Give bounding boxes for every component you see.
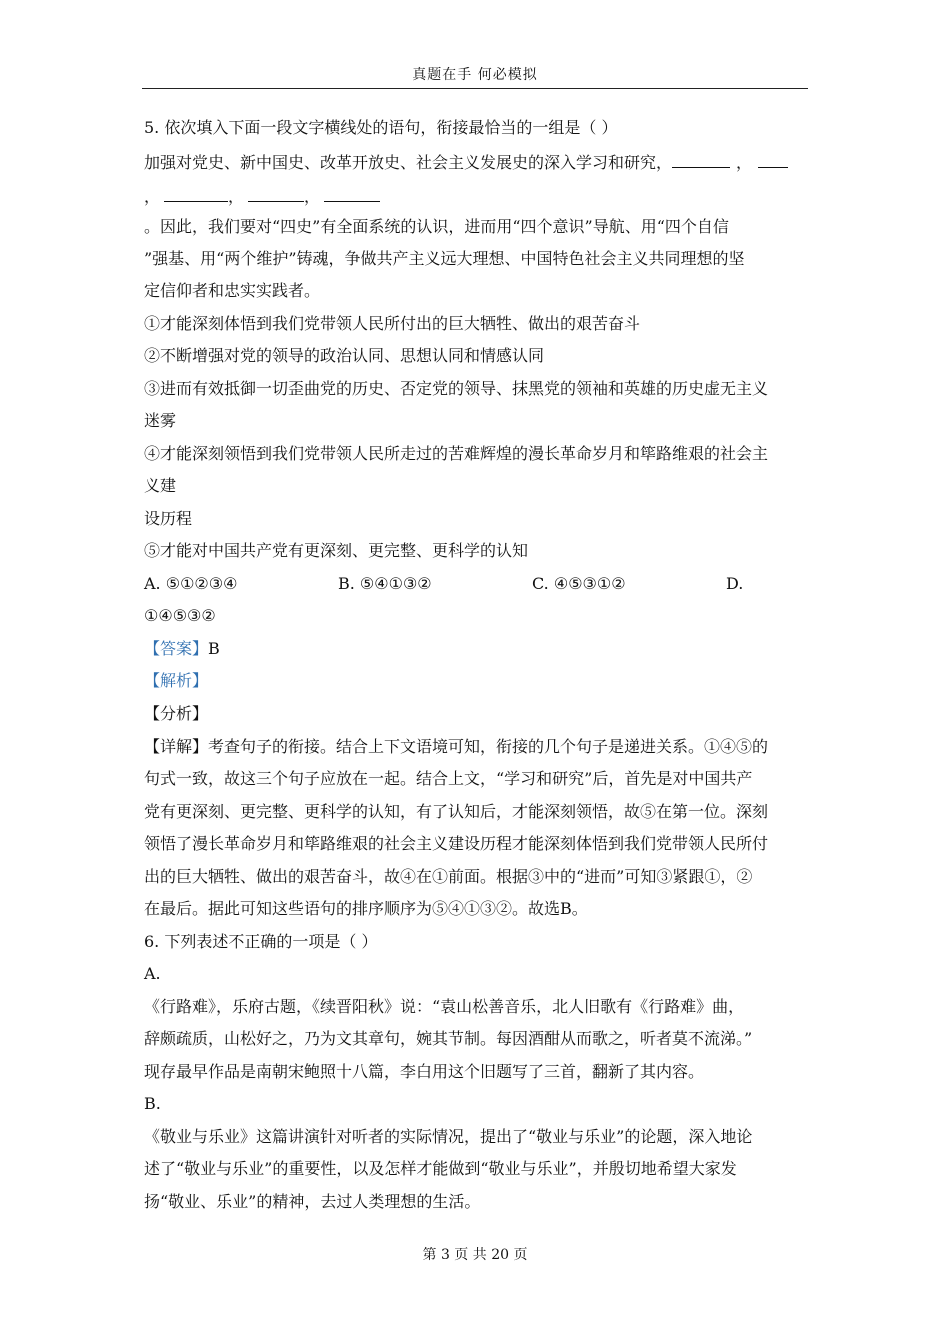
fenxi-tag: 【分析】	[144, 704, 209, 723]
detail-line-5: 出的巨大牺牲、做出的艰苦奋斗，故④在①前面。根据③中的“进而”可知③紧跟①，②	[144, 867, 753, 886]
q6-option-b-line2: 述了“敬业与乐业”的重要性，以及怎样才能做到“敬业与乐业”，并殷切地希望大家发	[144, 1159, 737, 1178]
fill-blank-5	[324, 185, 380, 202]
q5-item-2: ②不断增强对党的领导的政治认同、思想认同和情感认同	[144, 346, 545, 365]
fill-blank-4	[248, 185, 304, 202]
q6-option-b-line3: 扬“敬业、乐业”的精神，去过人类理想的生活。	[144, 1192, 481, 1211]
comma: ，	[736, 153, 753, 172]
q5-stem: 5. 依次填入下面一段文字横线处的语句，衔接最恰当的一组是（ ）	[144, 118, 618, 137]
q5-item-3-cont: 迷雾	[144, 411, 177, 430]
analysis-tag: 【解析】	[144, 671, 209, 690]
q5-item-4: ④才能深刻领悟到我们党带领人民所走过的苦难辉煌的漫长革命岁月和筚路维艰的社会主	[144, 444, 769, 463]
q5-option-d-label: D.	[726, 574, 744, 593]
header-rule	[142, 88, 808, 89]
q6-option-a-label: A.	[144, 964, 161, 983]
answer-line	[144, 639, 220, 659]
fill-blank-3	[164, 185, 228, 202]
q5-item-1: ①才能深刻体悟到我们党带领人民所付出的巨大牺牲、做出的艰苦奋斗	[144, 314, 641, 333]
q6-option-a-line3: 现存最早作品是南朝宋鲍照十八篇，李白用这个旧题写了三首，翻新了其内容。	[144, 1062, 705, 1081]
q5-passage-line3: 。因此，我们要对“四史”有全面系统的认识，进而用“四个意识”导航、用“四个自信	[144, 217, 729, 236]
q6-option-b-label: B.	[144, 1094, 161, 1113]
page-header: 真题在手 何必模拟	[412, 67, 538, 83]
q5-option-d: ①④⑤③②	[144, 606, 216, 625]
q6-option-a-line1: 《行路难》，乐府古题，《续晋阳秋》说：“袁山松善音乐，北人旧歌有《行路难》曲，	[144, 997, 745, 1016]
fill-blank-1	[672, 151, 730, 168]
detail-line-2: 句式一致，故这三个句子应放在一起。结合上文，“学习和研究”后，首先是对中国共产	[144, 769, 753, 788]
q6-stem: 6. 下列表述不正确的一项是（ ）	[144, 932, 378, 951]
answer-tag: 【答案】	[144, 639, 209, 658]
page-footer: 第 3 页 共 20 页	[422, 1247, 528, 1263]
answer-value: B	[208, 639, 220, 658]
q5-passage-line5: 定信仰者和忠实实践者。	[144, 281, 321, 300]
q5-passage-line1	[144, 151, 788, 173]
q5-blanks-line	[144, 185, 380, 207]
detail-line-1	[144, 737, 768, 757]
q5-option-a: A. ⑤①②③④	[144, 574, 238, 593]
q5-item-3: ③进而有效抵御一切歪曲党的历史、否定党的领导、抹黑党的领袖和英雄的历史虚无主义	[144, 379, 769, 398]
comma: ，	[144, 187, 161, 206]
q6-option-b-line1: 《敬业与乐业》这篇讲演针对听者的实际情况，提出了“敬业与乐业”的论题，深入地论	[144, 1127, 753, 1146]
q5-passage-text: 加强对党史、新中国史、改革开放史、社会主义发展史的深入学习和研究，	[144, 153, 673, 172]
detail-tag: 【详解】	[144, 737, 209, 756]
detail-line-6: 在最后。据此可知这些语句的排序顺序为⑤④①③②。故选B。	[144, 899, 588, 918]
q5-item-4-cont2: 设历程	[144, 509, 193, 528]
detail-text: 考查句子的衔接。结合上下文语境可知，衔接的几个句子是递进关系。①④⑤的	[208, 737, 769, 756]
comma: ，	[304, 187, 321, 206]
comma: ，	[228, 187, 245, 206]
q5-item-4-cont: 义建	[144, 476, 177, 495]
detail-line-3: 党有更深刻、更完整、更科学的认知，有了认知后，才能深刻领悟，故⑤在第一位。深刻	[144, 802, 769, 821]
q5-item-5: ⑤才能对中国共产党有更深刻、更完整、更科学的认知	[144, 541, 529, 560]
q5-option-b: B. ⑤④①③②	[338, 574, 432, 593]
q5-passage-line4: ”强基、用“两个维护”铸魂，争做共产主义远大理想、中国特色社会主义共同理想的坚	[144, 249, 745, 268]
fill-blank-2	[758, 151, 788, 168]
q5-option-c: C. ④⑤③①②	[532, 574, 626, 593]
detail-line-4: 领悟了漫长革命岁月和筚路维艰的社会主义建设历程才能深刻体悟到我们党带领人民所付	[144, 834, 769, 853]
q6-option-a-line2: 辞颇疏质，山松好之，乃为文其章句，婉其节制。每因酒酣从而歌之，听者莫不流涕。”	[144, 1029, 753, 1048]
